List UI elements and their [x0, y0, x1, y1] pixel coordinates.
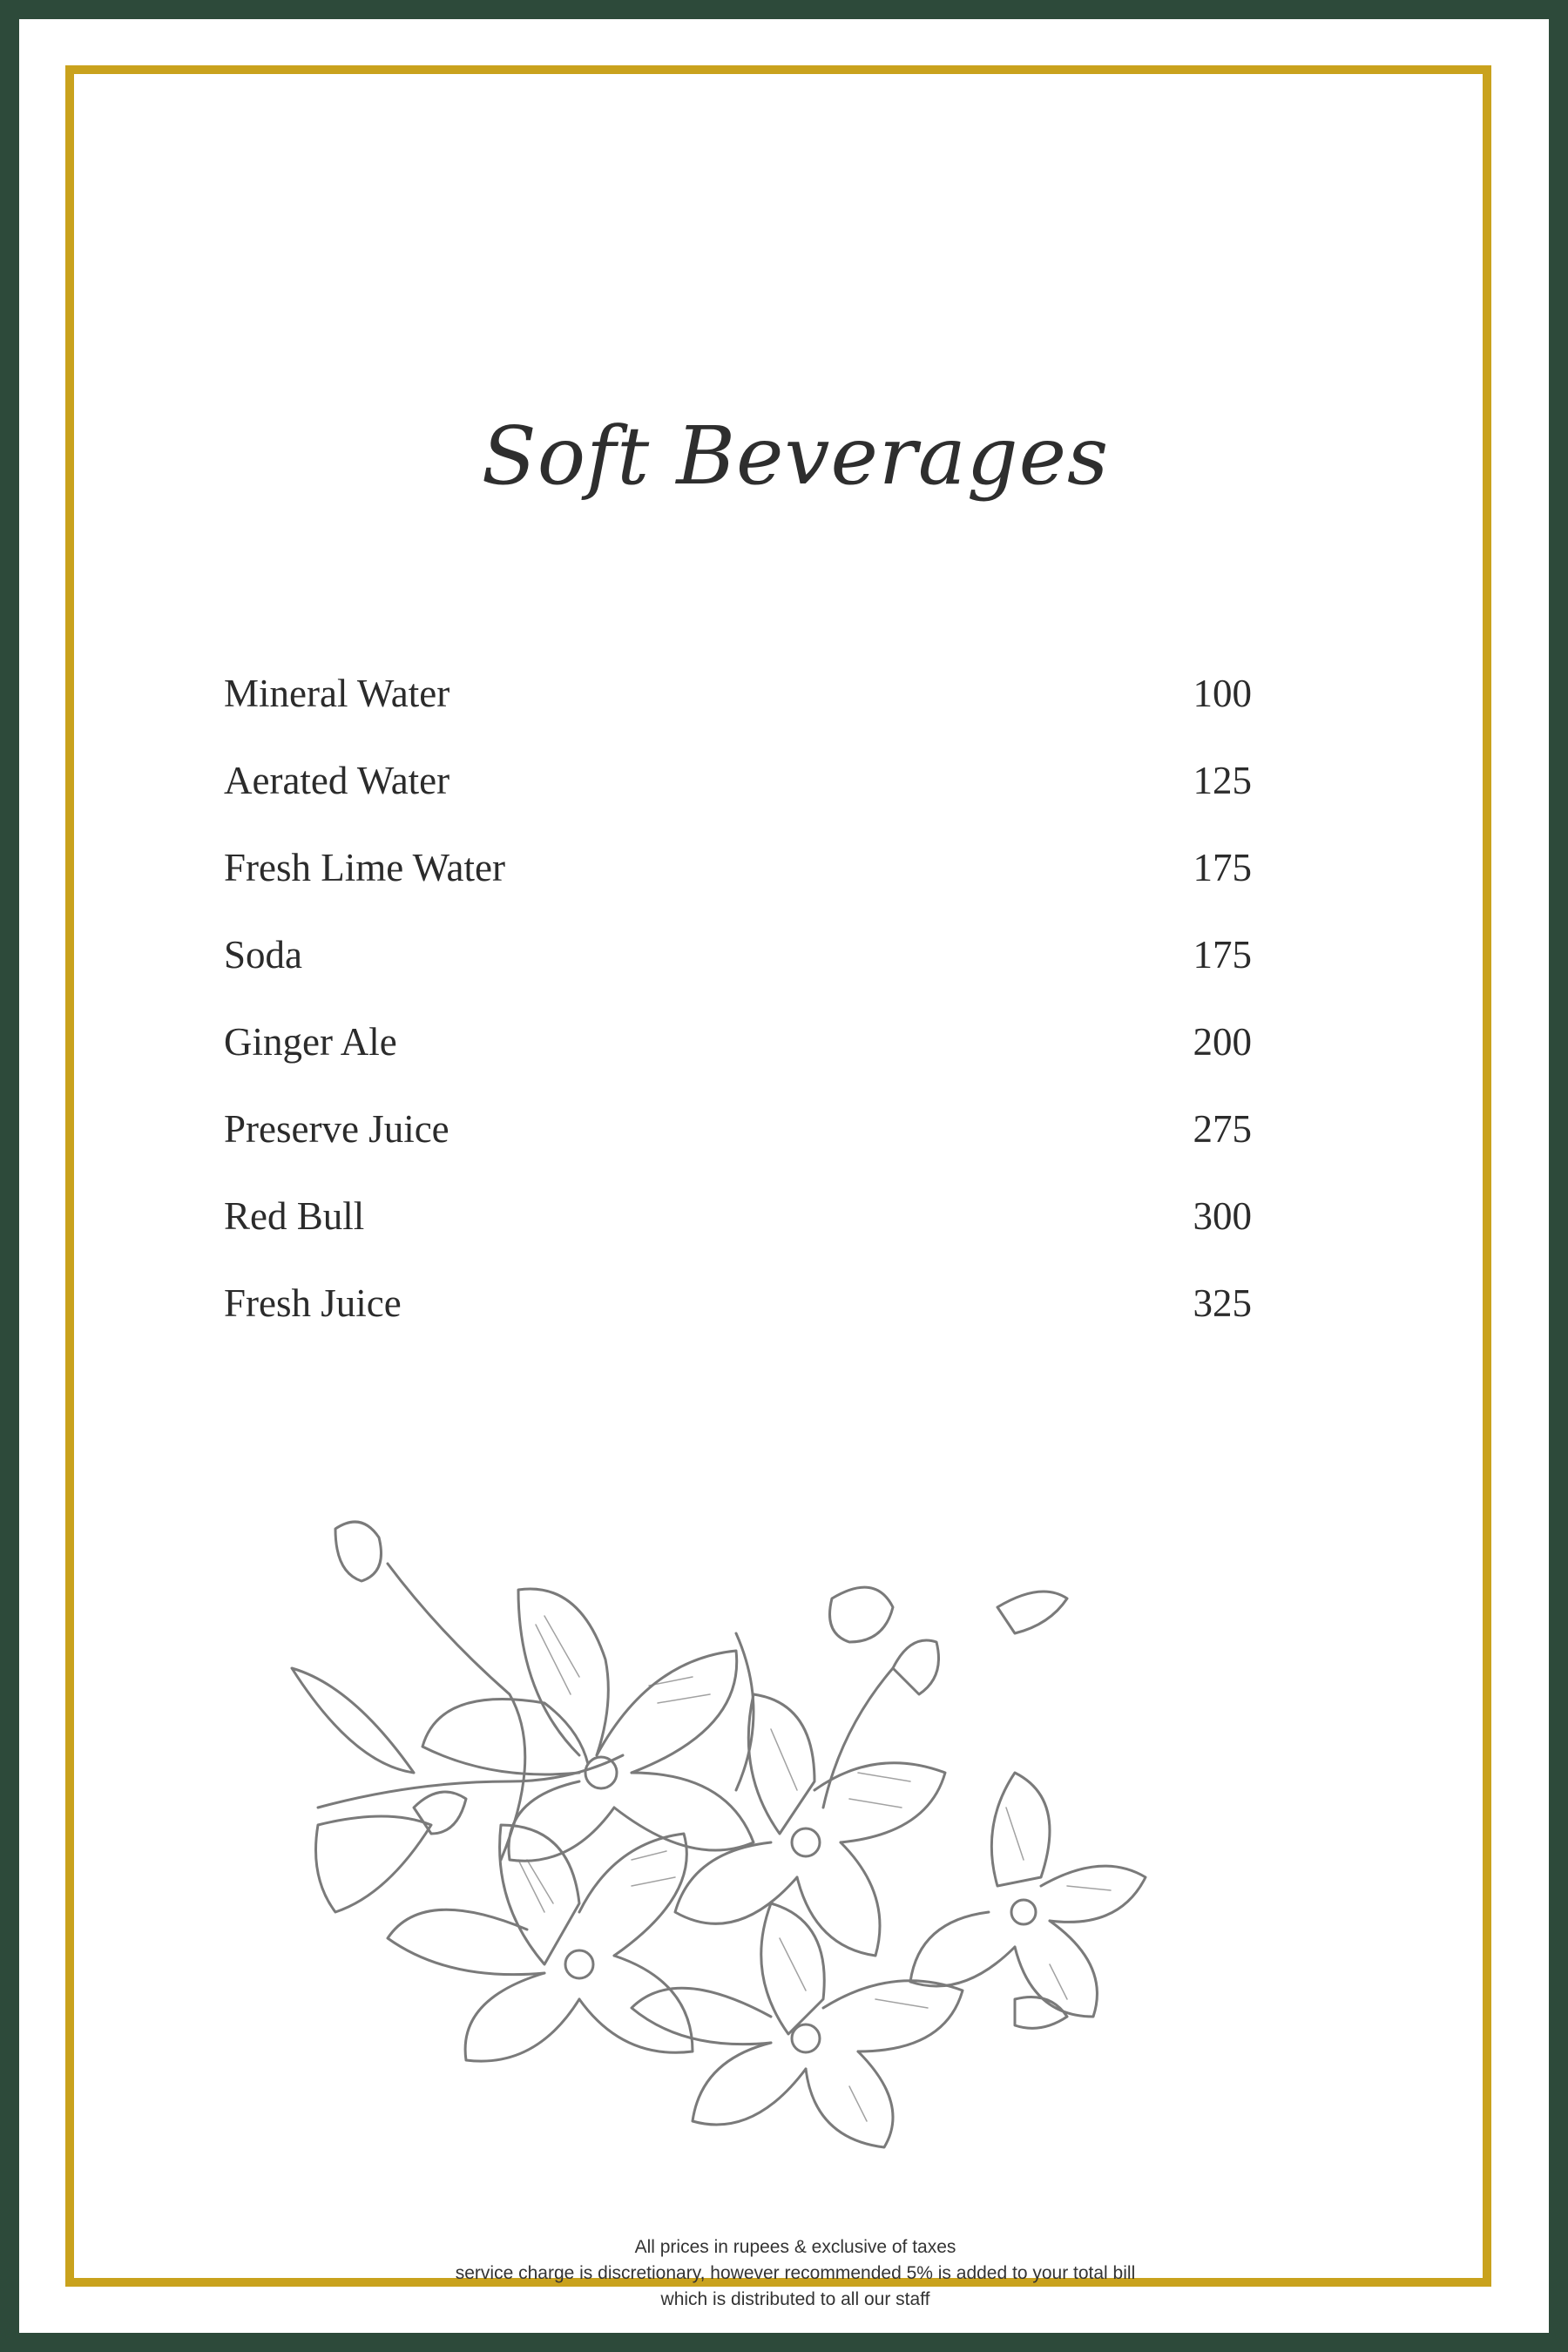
menu-page: [19, 19, 1549, 2333]
item-name: Fresh Juice: [224, 1281, 402, 1325]
menu-title: Soft Beverages: [481, 409, 1110, 503]
footer-line-2: service charge is discretionary, however recommended 5% is added to your total bill: [455, 2263, 1136, 2283]
item-price: 100: [1193, 672, 1252, 715]
menu-item: [224, 1106, 1252, 1193]
footer-line-3: which is distributed to all our staff: [660, 2289, 930, 2309]
item-name: Mineral Water: [224, 672, 450, 715]
menu-item: [224, 1281, 1252, 1368]
menu-item: [224, 845, 1252, 932]
footer-line-1: All prices in rupees & exclusive of taxes: [634, 2237, 956, 2257]
item-price: 200: [1193, 1020, 1252, 1064]
menu-footer-note: [74, 2234, 1517, 2313]
frangipani-flowers-illustration: [283, 1494, 1189, 2156]
item-name: Soda: [224, 933, 302, 977]
menu-items-list: [224, 671, 1252, 1368]
item-name: Ginger Ale: [224, 1020, 397, 1064]
menu-item: [224, 1193, 1252, 1281]
item-price: 175: [1193, 846, 1252, 889]
item-price: 275: [1193, 1107, 1252, 1151]
item-name: Aerated Water: [224, 759, 450, 802]
item-price: 300: [1193, 1194, 1252, 1238]
item-name: Fresh Lime Water: [224, 846, 505, 889]
item-price: 325: [1193, 1281, 1252, 1325]
menu-item: [224, 758, 1252, 845]
item-price: 125: [1193, 759, 1252, 802]
menu-item: [224, 1019, 1252, 1106]
item-name: Preserve Juice: [224, 1107, 449, 1151]
gold-frame: [65, 65, 1491, 2309]
menu-item: [224, 671, 1252, 758]
menu-item: [224, 932, 1252, 1019]
item-price: 175: [1193, 933, 1252, 977]
item-name: Red Bull: [224, 1194, 365, 1238]
